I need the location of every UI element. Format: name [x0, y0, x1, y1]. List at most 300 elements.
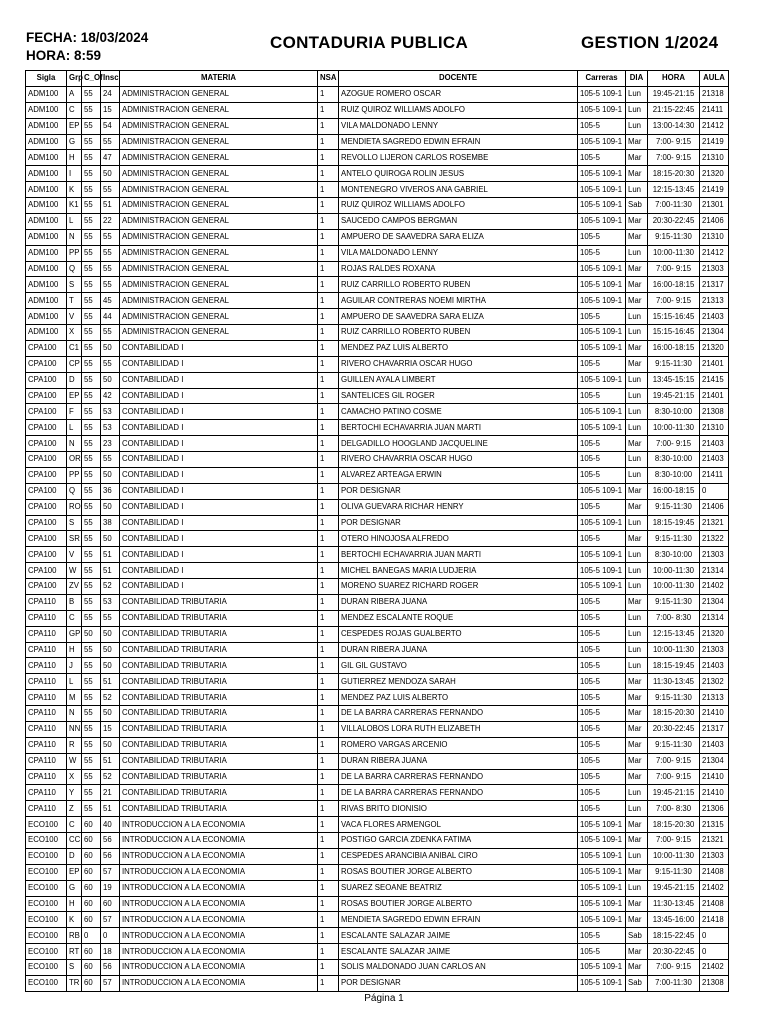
cell-aula: 21304: [700, 594, 729, 610]
cell-materia: CONTABILIDAD TRIBUTARIA: [120, 753, 318, 769]
cell-hora: 7:00-11:30: [648, 975, 700, 991]
cell-c-of: 55: [82, 102, 101, 118]
cell-insc: 55: [101, 229, 120, 245]
cell-carreras: 105-5 109-1: [578, 896, 626, 912]
cell-grp: W: [67, 753, 82, 769]
cell-sigla: ADM100: [26, 134, 67, 150]
cell-insc: 42: [101, 388, 120, 404]
cell-nsa: 1: [318, 642, 339, 658]
table-row: [26, 579, 729, 595]
cell-insc: 15: [101, 102, 120, 118]
cell-aula: 21317: [700, 277, 729, 293]
cell-dia: Lun: [626, 102, 648, 118]
cell-aula: 21408: [700, 864, 729, 880]
cell-nsa: 1: [318, 785, 339, 801]
cell-nsa: 1: [318, 563, 339, 579]
cell-insc: 55: [101, 277, 120, 293]
table-row: [26, 436, 729, 452]
cell-grp: J: [67, 658, 82, 674]
cell-dia: Mar: [626, 594, 648, 610]
cell-hora: 7:00- 9:15: [648, 753, 700, 769]
table-row: [26, 642, 729, 658]
cell-c-of: 60: [82, 817, 101, 833]
cell-sigla: CPA100: [26, 467, 67, 483]
cell-aula: 21304: [700, 325, 729, 341]
cell-dia: Lun: [626, 372, 648, 388]
cell-docente: RIVERO CHAVARRIA OSCAR HUGO: [339, 356, 578, 372]
cell-aula: 21310: [700, 229, 729, 245]
cell-grp: PP: [67, 467, 82, 483]
col-header-c-of: C_Of: [82, 71, 101, 87]
cell-aula: 0: [700, 483, 729, 499]
cell-c-of: 55: [82, 737, 101, 753]
cell-insc: 19: [101, 880, 120, 896]
cell-insc: 57: [101, 912, 120, 928]
cell-nsa: 1: [318, 388, 339, 404]
cell-hora: 7:00- 8:30: [648, 801, 700, 817]
cell-hora: 16:00-18:15: [648, 483, 700, 499]
cell-c-of: 55: [82, 531, 101, 547]
cell-dia: Sab: [626, 928, 648, 944]
cell-c-of: 55: [82, 769, 101, 785]
cell-c-of: 55: [82, 690, 101, 706]
cell-docente: POR DESIGNAR: [339, 483, 578, 499]
cell-c-of: 55: [82, 594, 101, 610]
cell-sigla: CPA110: [26, 706, 67, 722]
cell-carreras: 105-5 109-1: [578, 515, 626, 531]
table-row: [26, 388, 729, 404]
cell-insc: 50: [101, 340, 120, 356]
cell-grp: CP: [67, 356, 82, 372]
cell-aula: 21321: [700, 515, 729, 531]
cell-docente: ESCALANTE SALAZAR JAIME: [339, 928, 578, 944]
cell-docente: MENDEZ ESCALANTE ROQUE: [339, 610, 578, 626]
cell-docente: VACA FLORES ARMENGOL: [339, 817, 578, 833]
cell-docente: SOLIS MALDONADO JUAN CARLOS AN: [339, 960, 578, 976]
table-row: [26, 452, 729, 468]
cell-grp: V: [67, 309, 82, 325]
cell-grp: Y: [67, 785, 82, 801]
cell-sigla: CPA110: [26, 690, 67, 706]
cell-nsa: 1: [318, 309, 339, 325]
cell-aula: 21321: [700, 833, 729, 849]
cell-c-of: 55: [82, 134, 101, 150]
cell-materia: ADMINISTRACION GENERAL: [120, 213, 318, 229]
cell-grp: I: [67, 166, 82, 182]
cell-aula: 21302: [700, 674, 729, 690]
cell-grp: L: [67, 420, 82, 436]
col-header-insc: Insc: [101, 71, 120, 87]
cell-carreras: 105-5: [578, 769, 626, 785]
cell-grp: Q: [67, 483, 82, 499]
table-row: [26, 213, 729, 229]
cell-insc: 55: [101, 356, 120, 372]
cell-carreras: 105-5: [578, 674, 626, 690]
cell-c-of: 55: [82, 325, 101, 341]
cell-sigla: CPA110: [26, 785, 67, 801]
table-row: [26, 690, 729, 706]
cell-carreras: 105-5 109-1: [578, 134, 626, 150]
cell-nsa: 1: [318, 975, 339, 991]
cell-grp: M: [67, 690, 82, 706]
cell-carreras: 105-5 109-1: [578, 277, 626, 293]
cell-docente: MENDIETA SAGREDO EDWIN EFRAIN: [339, 134, 578, 150]
table-row: [26, 833, 729, 849]
cell-sigla: ADM100: [26, 150, 67, 166]
cell-carreras: 105-5 109-1: [578, 547, 626, 563]
cell-materia: INTRODUCCION A LA ECONOMIA: [120, 896, 318, 912]
cell-grp: H: [67, 896, 82, 912]
cell-docente: POR DESIGNAR: [339, 975, 578, 991]
cell-aula: 21412: [700, 245, 729, 261]
table-row: [26, 801, 729, 817]
cell-carreras: 105-5: [578, 801, 626, 817]
cell-grp: C: [67, 610, 82, 626]
cell-grp: A: [67, 86, 82, 102]
cell-aula: 21315: [700, 817, 729, 833]
cell-hora: 8:30-10:00: [648, 467, 700, 483]
cell-nsa: 1: [318, 293, 339, 309]
cell-materia: ADMINISTRACION GENERAL: [120, 198, 318, 214]
cell-c-of: 55: [82, 404, 101, 420]
cell-carreras: 105-5 109-1: [578, 213, 626, 229]
cell-insc: 52: [101, 690, 120, 706]
cell-materia: CONTABILIDAD I: [120, 515, 318, 531]
cell-docente: AMPUERO DE SAAVEDRA SARA ELIZA: [339, 309, 578, 325]
cell-dia: Mar: [626, 340, 648, 356]
cell-dia: Lun: [626, 563, 648, 579]
cell-hora: 9:15-11:30: [648, 690, 700, 706]
cell-sigla: ADM100: [26, 213, 67, 229]
cell-materia: CONTABILIDAD I: [120, 420, 318, 436]
cell-nsa: 1: [318, 817, 339, 833]
cell-nsa: 1: [318, 896, 339, 912]
cell-dia: Mar: [626, 944, 648, 960]
cell-dia: Lun: [626, 182, 648, 198]
cell-grp: GP: [67, 626, 82, 642]
cell-materia: ADMINISTRACION GENERAL: [120, 134, 318, 150]
cell-grp: C: [67, 102, 82, 118]
cell-materia: CONTABILIDAD I: [120, 372, 318, 388]
cell-c-of: 55: [82, 674, 101, 690]
cell-insc: 36: [101, 483, 120, 499]
cell-c-of: 55: [82, 229, 101, 245]
cell-materia: INTRODUCCION A LA ECONOMIA: [120, 944, 318, 960]
table-row: [26, 769, 729, 785]
cell-sigla: ADM100: [26, 198, 67, 214]
cell-nsa: 1: [318, 801, 339, 817]
cell-sigla: ADM100: [26, 325, 67, 341]
table-row: [26, 737, 729, 753]
cell-aula: 21403: [700, 737, 729, 753]
cell-aula: 21320: [700, 626, 729, 642]
cell-materia: CONTABILIDAD I: [120, 452, 318, 468]
col-header-carreras: Carreras: [578, 71, 626, 87]
cell-materia: CONTABILIDAD I: [120, 388, 318, 404]
cell-aula: 21406: [700, 213, 729, 229]
cell-dia: Lun: [626, 658, 648, 674]
cell-insc: 47: [101, 150, 120, 166]
cell-c-of: 55: [82, 467, 101, 483]
header-row: [26, 71, 729, 87]
cell-materia: CONTABILIDAD I: [120, 579, 318, 595]
cell-dia: Lun: [626, 626, 648, 642]
cell-docente: SUAREZ SEOANE BEATRIZ: [339, 880, 578, 896]
cell-materia: ADMINISTRACION GENERAL: [120, 182, 318, 198]
cell-dia: Lun: [626, 86, 648, 102]
cell-docente: ROMERO VARGAS ARCENIO: [339, 737, 578, 753]
cell-c-of: 55: [82, 579, 101, 595]
cell-aula: 21320: [700, 340, 729, 356]
cell-grp: Q: [67, 261, 82, 277]
cell-nsa: 1: [318, 547, 339, 563]
cell-docente: VILLALOBOS LORA RUTH ELIZABETH: [339, 721, 578, 737]
cell-grp: TR: [67, 975, 82, 991]
cell-carreras: 105-5: [578, 626, 626, 642]
table-row: [26, 261, 729, 277]
cell-hora: 9:15-11:30: [648, 864, 700, 880]
cell-sigla: ADM100: [26, 277, 67, 293]
report-time: HORA: 8:59: [26, 48, 102, 63]
cell-carreras: 105-5: [578, 610, 626, 626]
cell-carreras: 105-5 109-1: [578, 864, 626, 880]
cell-materia: ADMINISTRACION GENERAL: [120, 245, 318, 261]
cell-nsa: 1: [318, 833, 339, 849]
cell-dia: Mar: [626, 769, 648, 785]
cell-c-of: 55: [82, 801, 101, 817]
cell-insc: 57: [101, 975, 120, 991]
page-number: Página 1: [364, 993, 404, 1004]
cell-aula: 21310: [700, 150, 729, 166]
cell-nsa: 1: [318, 674, 339, 690]
cell-insc: 50: [101, 531, 120, 547]
cell-grp: L: [67, 674, 82, 690]
cell-insc: 55: [101, 610, 120, 626]
cell-grp: K: [67, 182, 82, 198]
cell-grp: CC: [67, 833, 82, 849]
table-row: [26, 467, 729, 483]
table-row: [26, 229, 729, 245]
cell-docente: ROJAS RALDES ROXANA: [339, 261, 578, 277]
cell-hora: 19:45-21:15: [648, 785, 700, 801]
cell-hora: 19:45-21:15: [648, 86, 700, 102]
cell-grp: L: [67, 213, 82, 229]
cell-sigla: CPA100: [26, 388, 67, 404]
cell-insc: 50: [101, 737, 120, 753]
cell-dia: Lun: [626, 547, 648, 563]
cell-carreras: 105-5 109-1: [578, 420, 626, 436]
cell-c-of: 55: [82, 150, 101, 166]
cell-docente: RUIZ CARRILLO ROBERTO RUBEN: [339, 325, 578, 341]
cell-c-of: 60: [82, 864, 101, 880]
table-row: [26, 944, 729, 960]
cell-grp: F: [67, 404, 82, 420]
cell-carreras: 105-5: [578, 785, 626, 801]
cell-materia: ADMINISTRACION GENERAL: [120, 118, 318, 134]
cell-dia: Lun: [626, 309, 648, 325]
cell-carreras: 105-5 109-1: [578, 817, 626, 833]
cell-dia: Lun: [626, 610, 648, 626]
cell-insc: 52: [101, 579, 120, 595]
cell-docente: MONTENEGRO VIVEROS ANA GABRIEL: [339, 182, 578, 198]
cell-docente: REVOLLO LIJERON CARLOS ROSEMBE: [339, 150, 578, 166]
cell-aula: 21313: [700, 293, 729, 309]
cell-nsa: 1: [318, 880, 339, 896]
cell-sigla: ECO100: [26, 928, 67, 944]
cell-sigla: ECO100: [26, 944, 67, 960]
cell-aula: 21306: [700, 801, 729, 817]
cell-nsa: 1: [318, 579, 339, 595]
cell-materia: CONTABILIDAD TRIBUTARIA: [120, 658, 318, 674]
cell-hora: 12:15-13:45: [648, 626, 700, 642]
cell-materia: INTRODUCCION A LA ECONOMIA: [120, 833, 318, 849]
cell-sigla: ADM100: [26, 309, 67, 325]
table-row: [26, 674, 729, 690]
cell-carreras: 105-5 109-1: [578, 325, 626, 341]
cell-insc: 50: [101, 166, 120, 182]
cell-hora: 18:15-19:45: [648, 515, 700, 531]
cell-dia: Lun: [626, 404, 648, 420]
cell-materia: INTRODUCCION A LA ECONOMIA: [120, 912, 318, 928]
cell-hora: 15:15-16:45: [648, 325, 700, 341]
cell-docente: POSTIGO GARCIA ZDENKA FATIMA: [339, 833, 578, 849]
cell-aula: 21412: [700, 118, 729, 134]
cell-carreras: 105-5: [578, 452, 626, 468]
report-term: GESTION 1/2024: [581, 33, 719, 52]
col-header-docente: DOCENTE: [339, 71, 578, 87]
table-row: [26, 785, 729, 801]
cell-insc: 53: [101, 420, 120, 436]
cell-carreras: 105-5 109-1: [578, 261, 626, 277]
cell-docente: SAUCEDO CAMPOS BERGMAN: [339, 213, 578, 229]
cell-insc: 40: [101, 817, 120, 833]
cell-grp: EP: [67, 864, 82, 880]
cell-aula: 21303: [700, 547, 729, 563]
cell-grp: SR: [67, 531, 82, 547]
cell-docente: MENDEZ PAZ LUIS ALBERTO: [339, 690, 578, 706]
cell-materia: CONTABILIDAD I: [120, 404, 318, 420]
cell-dia: Mar: [626, 277, 648, 293]
cell-sigla: CPA100: [26, 579, 67, 595]
cell-insc: 56: [101, 848, 120, 864]
cell-docente: GUTIERREZ MENDOZA SARAH: [339, 674, 578, 690]
cell-hora: 10:00-11:30: [648, 563, 700, 579]
cell-hora: 18:15-20:30: [648, 817, 700, 833]
cell-grp: S: [67, 277, 82, 293]
table-row: [26, 340, 729, 356]
cell-insc: 51: [101, 674, 120, 690]
table-row: [26, 753, 729, 769]
cell-insc: 50: [101, 706, 120, 722]
table-row: [26, 531, 729, 547]
cell-c-of: 55: [82, 499, 101, 515]
cell-nsa: 1: [318, 610, 339, 626]
cell-carreras: 105-5: [578, 737, 626, 753]
cell-insc: 51: [101, 801, 120, 817]
cell-dia: Mar: [626, 261, 648, 277]
cell-dia: Mar: [626, 833, 648, 849]
table-row: [26, 960, 729, 976]
table-row: [26, 182, 729, 198]
cell-docente: DE LA BARRA CARRERAS FERNANDO: [339, 769, 578, 785]
cell-insc: 21: [101, 785, 120, 801]
cell-sigla: ADM100: [26, 245, 67, 261]
cell-sigla: ADM100: [26, 118, 67, 134]
cell-dia: Sab: [626, 975, 648, 991]
cell-c-of: 55: [82, 436, 101, 452]
cell-nsa: 1: [318, 928, 339, 944]
cell-docente: MENDEZ PAZ LUIS ALBERTO: [339, 340, 578, 356]
cell-aula: 21419: [700, 182, 729, 198]
cell-nsa: 1: [318, 658, 339, 674]
cell-nsa: 1: [318, 404, 339, 420]
cell-sigla: ECO100: [26, 896, 67, 912]
cell-materia: ADMINISTRACION GENERAL: [120, 261, 318, 277]
cell-sigla: CPA110: [26, 594, 67, 610]
cell-nsa: 1: [318, 690, 339, 706]
cell-c-of: 55: [82, 198, 101, 214]
table-row: [26, 309, 729, 325]
cell-hora: 8:30-10:00: [648, 547, 700, 563]
cell-c-of: 55: [82, 483, 101, 499]
cell-hora: 8:30-10:00: [648, 404, 700, 420]
cell-c-of: 55: [82, 213, 101, 229]
cell-nsa: 1: [318, 515, 339, 531]
cell-dia: Mar: [626, 531, 648, 547]
cell-docente: DELGADILLO HOOGLAND JACQUELINE: [339, 436, 578, 452]
cell-carreras: 105-5: [578, 531, 626, 547]
cell-aula: 0: [700, 944, 729, 960]
cell-nsa: 1: [318, 769, 339, 785]
cell-nsa: 1: [318, 86, 339, 102]
cell-nsa: 1: [318, 531, 339, 547]
cell-nsa: 1: [318, 452, 339, 468]
cell-hora: 13:45-16:00: [648, 912, 700, 928]
table-row: [26, 610, 729, 626]
table-row: [26, 198, 729, 214]
cell-sigla: ECO100: [26, 848, 67, 864]
cell-carreras: 105-5 109-1: [578, 833, 626, 849]
cell-sigla: CPA100: [26, 499, 67, 515]
cell-dia: Lun: [626, 785, 648, 801]
cell-c-of: 55: [82, 245, 101, 261]
cell-c-of: 60: [82, 944, 101, 960]
cell-materia: ADMINISTRACION GENERAL: [120, 293, 318, 309]
cell-insc: 24: [101, 86, 120, 102]
cell-docente: VILA MALDONADO LENNY: [339, 245, 578, 261]
cell-sigla: CPA100: [26, 452, 67, 468]
cell-dia: Mar: [626, 896, 648, 912]
cell-insc: 22: [101, 213, 120, 229]
cell-carreras: 105-5: [578, 356, 626, 372]
cell-hora: 18:15-22:45: [648, 928, 700, 944]
cell-grp: N: [67, 229, 82, 245]
cell-docente: DE LA BARRA CARRERAS FERNANDO: [339, 785, 578, 801]
cell-materia: CONTABILIDAD I: [120, 340, 318, 356]
table-row: [26, 658, 729, 674]
table-row: [26, 166, 729, 182]
table-row: [26, 150, 729, 166]
cell-nsa: 1: [318, 626, 339, 642]
table-row: [26, 880, 729, 896]
cell-carreras: 105-5: [578, 436, 626, 452]
cell-sigla: CPA110: [26, 801, 67, 817]
cell-insc: 55: [101, 134, 120, 150]
cell-insc: 50: [101, 642, 120, 658]
cell-docente: POR DESIGNAR: [339, 515, 578, 531]
cell-aula: 21308: [700, 975, 729, 991]
cell-sigla: ECO100: [26, 817, 67, 833]
